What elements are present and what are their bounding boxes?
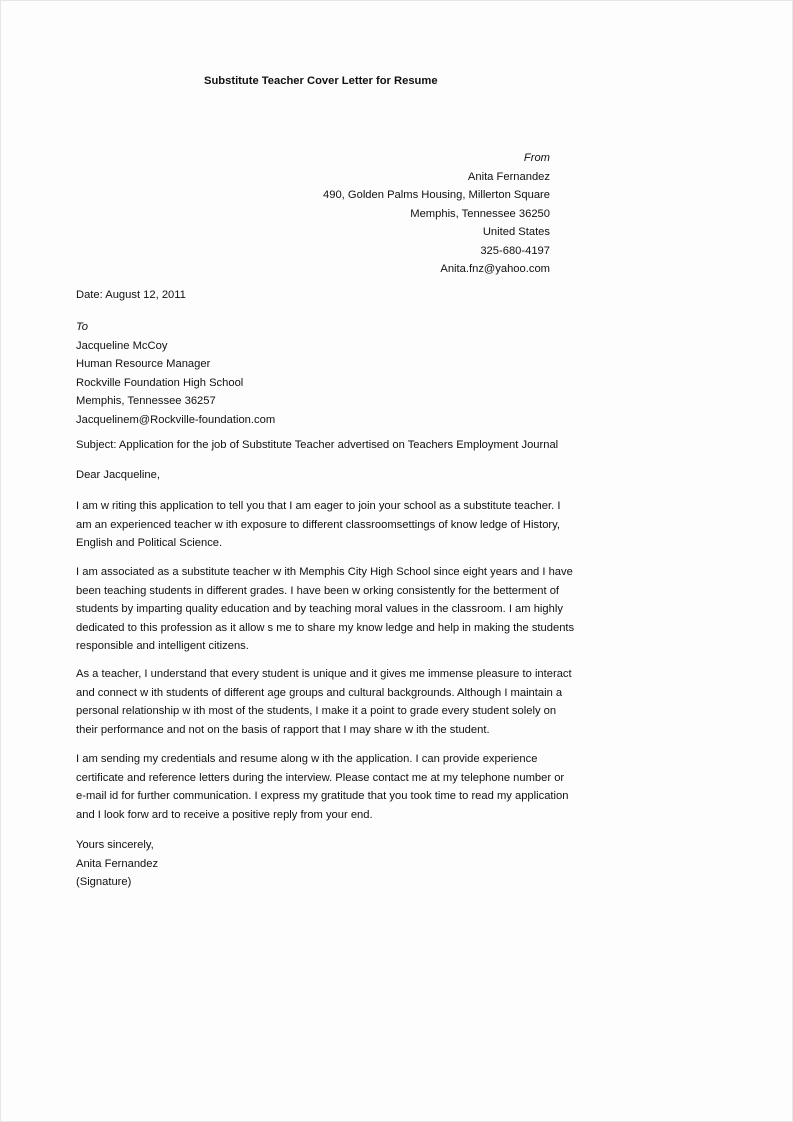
salutation: Dear Jacqueline,	[76, 469, 160, 481]
body-paragraph-4	[76, 750, 569, 824]
paragraph-line: and connect w ith students of different age groups and cultural backgrounds. Although I maintain a	[76, 686, 563, 699]
body-paragraph-1	[76, 497, 561, 553]
subject-line: Subject: Application for the job of Substitute Teacher advertised on Teachers Employment Journal	[76, 439, 559, 451]
sender-name: Anita Fernandez	[467, 170, 550, 183]
sender-block	[323, 149, 550, 279]
paragraph-line: am an experienced teacher w ith exposure to different classroomsettings of know ledge of History,	[76, 518, 561, 531]
sender-address-line-2: Memphis, Tennessee 36250	[410, 207, 550, 220]
body-paragraph-2	[76, 563, 575, 656]
paragraph-line: and I look forw ard to receive a positive reply from your end.	[76, 808, 373, 821]
recipient-address: Memphis, Tennessee 36257	[76, 395, 216, 407]
sender-country: United States	[482, 226, 550, 238]
paragraph-line: English and Political Science.	[76, 537, 223, 549]
paragraph-line: I am associated as a substitute teacher w ith Memphis City High School since eight years and I have	[76, 566, 573, 578]
closing-name: Anita Fernandez	[76, 857, 159, 870]
paragraph-line: I am sending my credentials and resume along w ith the application. I can provide experience	[76, 753, 538, 765]
paragraph-line: students by imparting quality education and by teaching moral values in the classroom. I am highly	[76, 603, 563, 615]
recipient-block	[76, 318, 275, 429]
recipient-label: To	[76, 321, 89, 333]
recipient-organization: Rockville Foundation High School	[76, 376, 244, 389]
paragraph-line: personal relationship w ith most of the students, I make it a point to grade every student solely on	[76, 705, 557, 717]
signature-placeholder: (Signature)	[76, 876, 132, 888]
letter-date: Date: August 12, 2011	[76, 289, 186, 301]
body-paragraph-3	[76, 665, 572, 739]
paragraph-line: As a teacher, I understand that every student is unique and it gives me immense pleasure to interact	[76, 668, 572, 680]
paragraph-line: e-mail id for further communication. I express my gratitude that you took time to read my application	[76, 790, 569, 802]
paragraph-line: been teaching students in different grades. I have been w orking consistently for the betterment of	[76, 584, 560, 597]
paragraph-line: dedicated to this profession as it allow s me to share my know ledge and help in making the students	[76, 621, 575, 634]
paragraph-line: their performance and not on the basis of rapport that I may share w ith the student.	[76, 723, 490, 736]
paragraph-line: responsible and intelligent citizens.	[76, 640, 249, 652]
recipient-title: Human Resource Manager	[76, 358, 211, 370]
paragraph-line: certificate and reference letters during the interview. Please contact me at my telephone number or	[76, 771, 565, 784]
closing-block	[76, 836, 158, 892]
sender-label: From	[523, 152, 550, 164]
paragraph-line: I am w riting this application to tell you that I am eager to join your school as a substitute teacher. I	[76, 500, 561, 512]
sender-address-line-1: 490, Golden Palms Housing, Millerton Square	[323, 189, 550, 201]
recipient-name: Jacqueline McCoy	[76, 339, 168, 352]
sender-email: Anita.fnz@yahoo.com	[440, 263, 550, 275]
valediction: Yours sincerely,	[76, 839, 154, 851]
recipient-email: Jacquelinem@Rockville-foundation.com	[76, 413, 276, 426]
document-title: Substitute Teacher Cover Letter for Resume	[204, 75, 438, 87]
sender-phone: 325-680-4197	[480, 244, 550, 257]
